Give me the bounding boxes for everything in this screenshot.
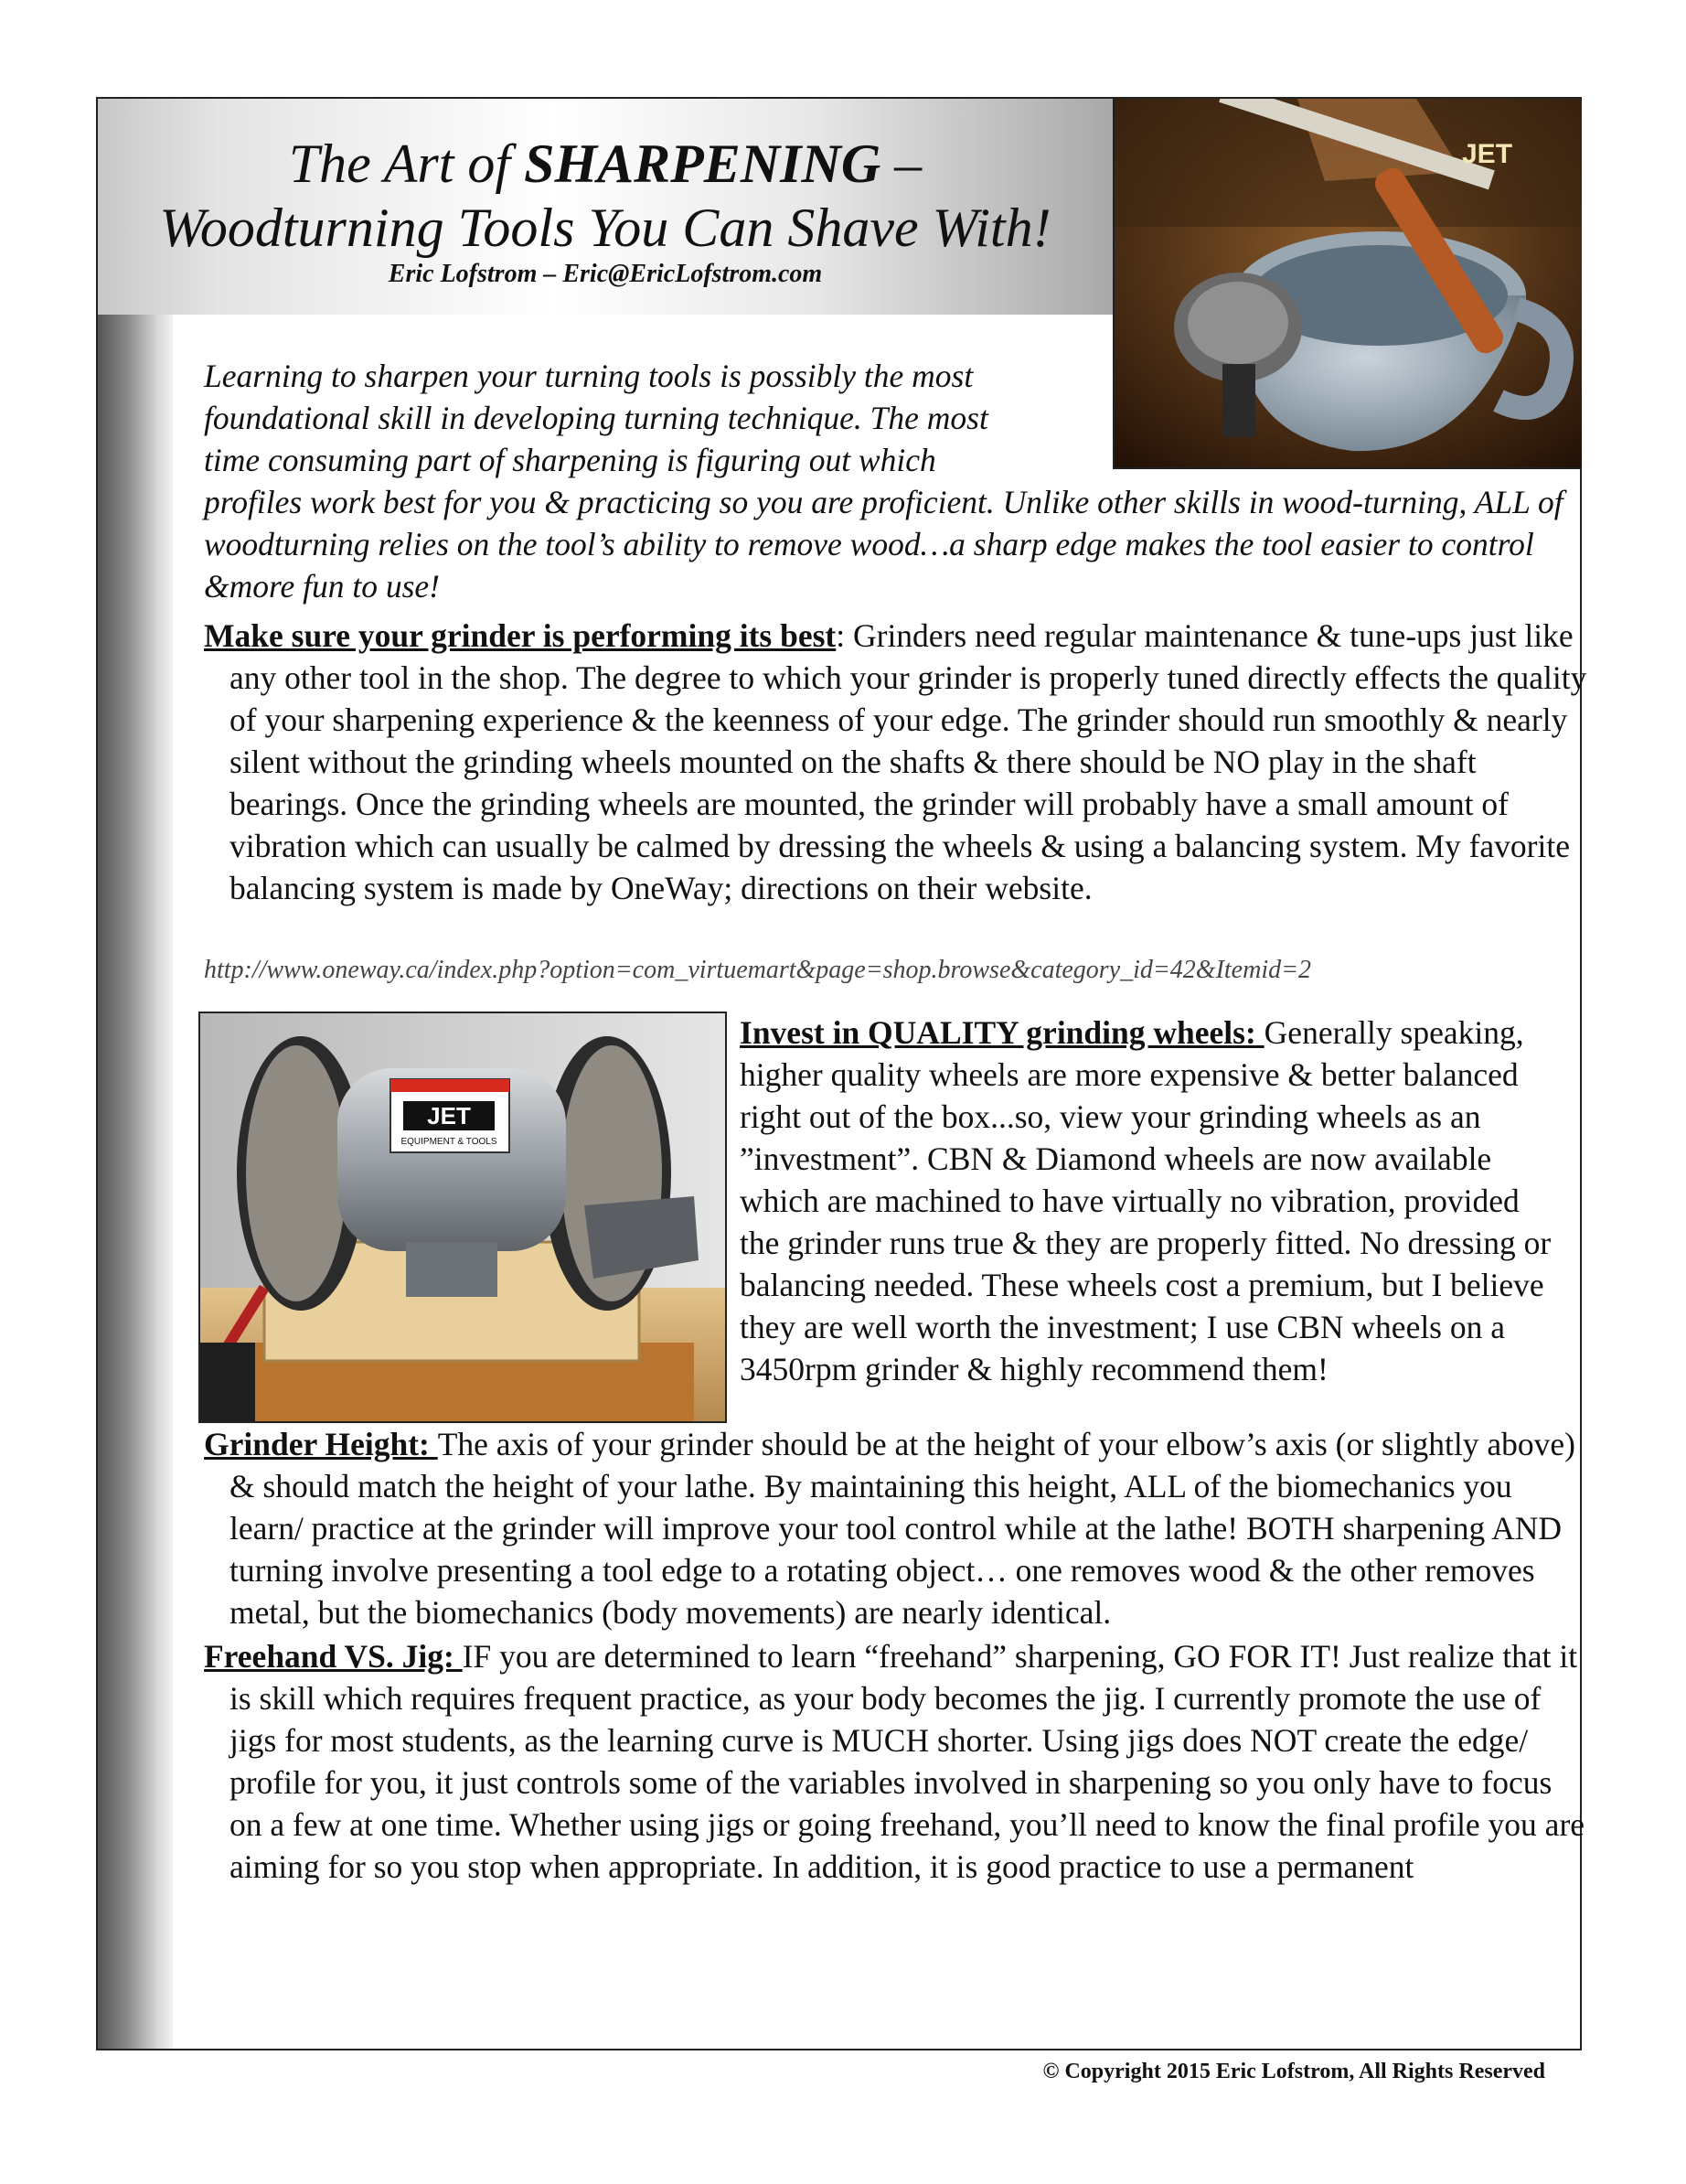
- oneway-link[interactable]: http://www.oneway.ca/index.php?option=com_virtuemart&page=shop.browse&category_id=42&Itemid=2: [204, 956, 1311, 984]
- title-post: –: [880, 134, 923, 194]
- page-frame: [96, 97, 1587, 2050]
- grinder-label-sub: EQUIPMENT & TOOLS: [400, 1137, 497, 1147]
- subtitle: Woodturning Tools You Can Shave With!: [159, 198, 1051, 258]
- razor-box-text: JET: [1462, 139, 1513, 169]
- section-grinder: [204, 615, 1592, 909]
- title-bold: SHARPENING: [524, 134, 881, 194]
- author-line: Eric Lofstrom – Eric@EricLofstrom.com: [388, 260, 823, 288]
- section-wheels-body: Generally speaking, higher quality wheels are more expensive & better balanced right out of the box...so, view your grinding wheels as an ”investment”. CBN & Diamond wheels are now available which are machined to have virtually no vibration, provided the grinder runs true & they are properly fitted. No dressing or balancing needed. These wheels cost a premium, but I believe they are well worth the investment; I use CBN wheels on a 3450rpm grinder & highly recommend them!: [740, 1014, 1552, 1387]
- section-grinder-sep: :: [836, 617, 846, 654]
- grinder-photo: [198, 1012, 727, 1423]
- section-wheels-heading: Invest in QUALITY grinding wheels:: [740, 1014, 1264, 1051]
- title-pre: The Art of: [288, 134, 525, 194]
- intro-line-2: foundational skill in developing turning technique. The most: [204, 400, 988, 436]
- section-grinder-heading: Make sure your grinder is performing its best: [204, 617, 837, 654]
- intro-paragraph: [204, 355, 1566, 607]
- section-height-body: The axis of your grinder should be at the height of your elbow’s axis (or slightly above) & should match the height of your lathe. By maintaining this height, ALL of the biomechanics you learn/ practice at the grinder will improve your tool control while at the lathe! BOTH sharpening AND turning involve presenting a tool edge to a rotating object… one removes wood & the other removes metal, but the biomechanics (body movements) are nearly identical.: [229, 1426, 1575, 1631]
- intro-line-1: Learning to sharpen your turning tools is possibly the most: [204, 358, 974, 394]
- section-height: [204, 1423, 1592, 1633]
- section-freehand-body: IF you are determined to learn “freehand” sharpening, GO FOR IT! Just realize that it is skill which requires frequent practice, as your body becomes the jig. I currently promote the use of jigs for most students, as the learning curve is MUCH shorter. Using jigs does NOT create the edge/ profile for you, it just controls some of the variables involved in sharpening so you only have to focus on a few at one time. Whether using jigs or going freehand, you’ll need to know the final profile you are aiming for so you stop when appropriate. In addition, it is good practice to use a permanent: [229, 1638, 1585, 1885]
- intro-rest: profiles work best for you & practicing so you are proficient. Unlike other skills in wood-turning, ALL of woodturning relies on the tool’s ability to remove wood…a sharp edge makes the tool easier to control &more fun to use!: [204, 484, 1563, 605]
- sidebar-gradient: [98, 315, 173, 2049]
- section-wheels: [740, 1012, 1563, 1390]
- section-grinder-body: Grinders need regular maintenance & tune-ups just like any other tool in the shop. The degree to which your grinder is properly tuned directly effects the quality of your sharpening experience & the keenness of your edge. The grinder should run smoothly & nearly silent without the grinding wheels mounted on the shafts & there should be NO play in the shaft bearings. Once the grinding wheels are mounted, the grinder will probably have a small amount of vibration which can usually be calmed by dressing the wheels & using a balancing system. My favorite balancing system is made by OneWay; directions on their website.: [229, 617, 1587, 906]
- intro-line-3: time consuming part of sharpening is figuring out which: [204, 442, 936, 478]
- grinder-label-brand: JET: [427, 1102, 471, 1129]
- section-freehand: [204, 1635, 1592, 1888]
- section-freehand-heading: Freehand VS. Jig:: [204, 1638, 463, 1675]
- grinder-photo-drawing: [200, 1013, 725, 1421]
- title-line: [98, 132, 1113, 196]
- copyright-notice: © Copyright 2015 Eric Lofstrom, All Rights Reserved: [1042, 2060, 1545, 2083]
- title-banner: [98, 99, 1113, 315]
- section-height-heading: Grinder Height:: [204, 1426, 438, 1462]
